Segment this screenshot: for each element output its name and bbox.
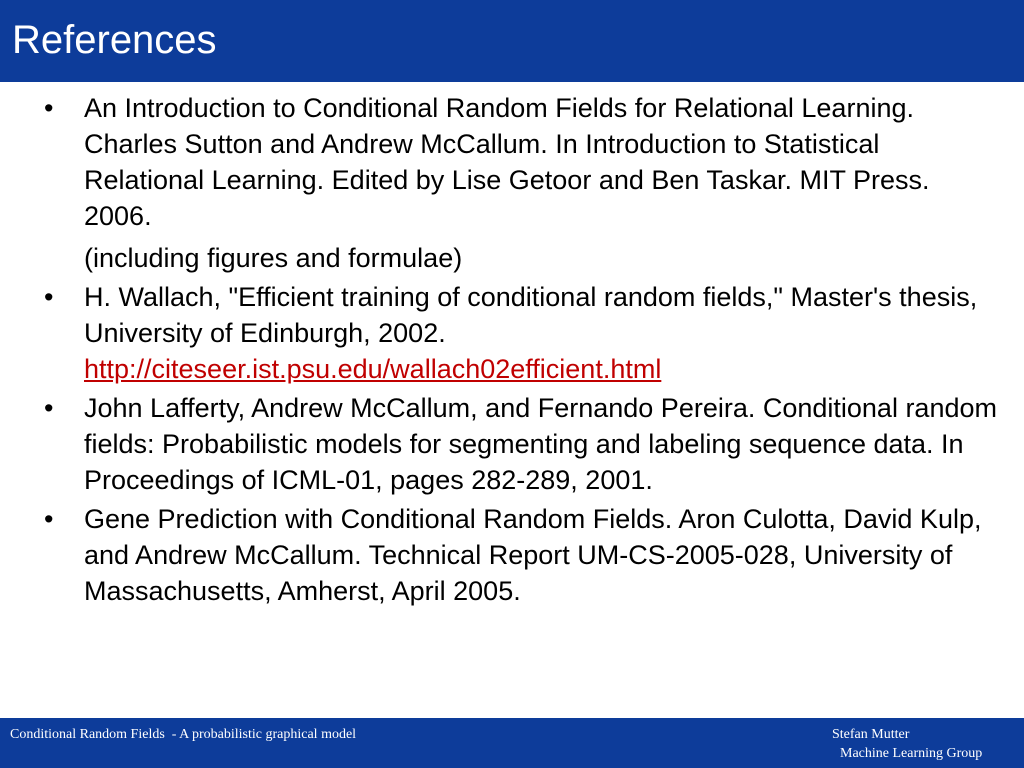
footer-bar bbox=[0, 718, 1024, 768]
footer-author: Stefan Mutter bbox=[832, 727, 910, 742]
bullet-icon: • bbox=[44, 93, 54, 123]
reference-item bbox=[0, 501, 1024, 609]
slide-title: References bbox=[12, 18, 217, 62]
reference-item bbox=[0, 390, 1024, 498]
reference-link[interactable]: http://citeseer.ist.psu.edu/wallach02efficient.html bbox=[84, 354, 662, 384]
reference-item bbox=[0, 279, 1024, 387]
bullet-icon: • bbox=[44, 282, 54, 312]
reference-list bbox=[0, 90, 1024, 609]
footer-presentation-title: Conditional Random Fields - A probabilistic graphical model bbox=[10, 727, 357, 742]
reference-text: H. Wallach, "Efficient training of conditional random fields," Master's thesis, University of Edinburgh, 2002. bbox=[84, 282, 978, 348]
reference-text: An Introduction to Conditional Random Fields for Relational Learning. Charles Sutton and Andrew McCallum. In Introduction to Statistical Relational Learning. Edited by Lise Getoor and Ben Taskar. MIT Press. 2006. bbox=[84, 93, 930, 231]
reference-item bbox=[0, 90, 1024, 276]
reference-text: John Lafferty, Andrew McCallum, and Fernando Pereira. Conditional random fields: Probabilistic models for segmenting and labeling sequence data. In Proceedings of ICML-01, pages 282-289, 2001. bbox=[84, 393, 997, 495]
footer-group: Machine Learning Group bbox=[840, 746, 983, 761]
reference-text: Gene Prediction with Conditional Random Fields. Aron Culotta, David Kulp, and Andrew McCallum. Technical Report UM-CS-2005-028, University of Massachusetts, Amherst, April 2005. bbox=[84, 504, 982, 606]
bullet-icon: • bbox=[44, 504, 54, 534]
bullet-icon: • bbox=[44, 393, 54, 423]
reference-note: (including figures and formulae) bbox=[84, 243, 463, 273]
slide-content bbox=[0, 90, 1024, 612]
title-bar bbox=[0, 0, 1024, 82]
